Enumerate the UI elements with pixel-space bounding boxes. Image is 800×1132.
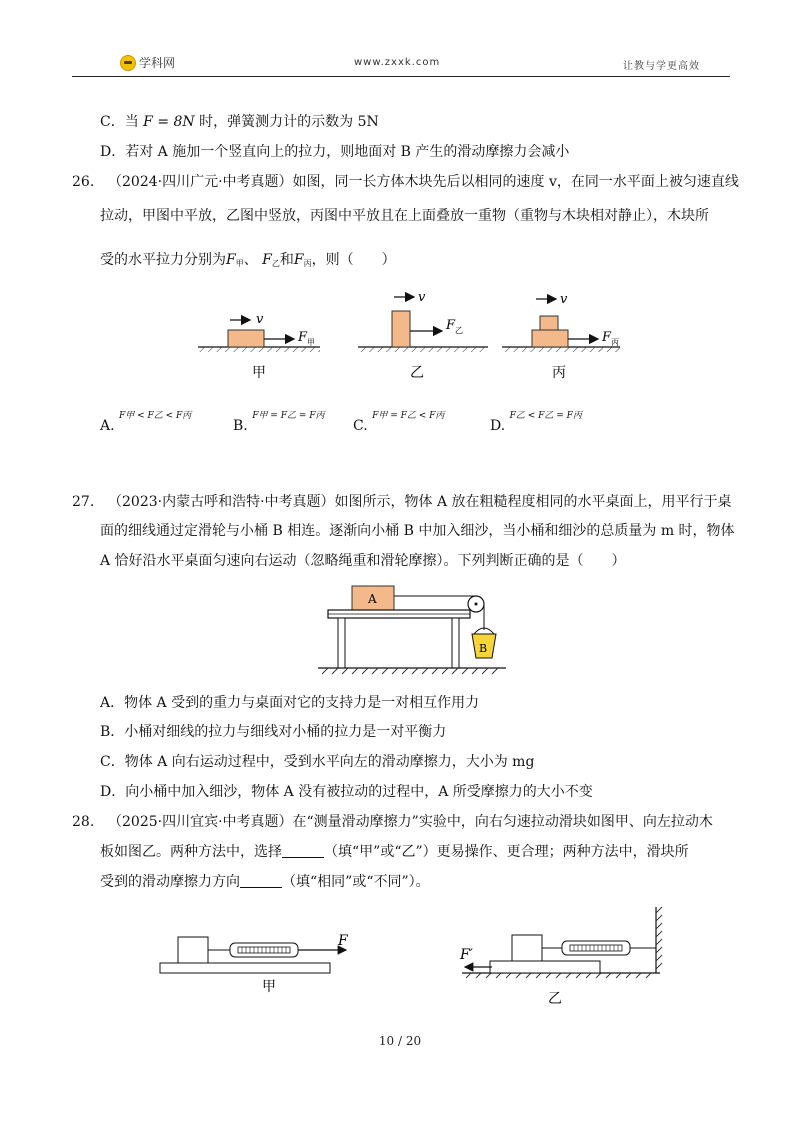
site-url: www.zxxk.com bbox=[354, 57, 441, 68]
force-f-label: F bbox=[338, 933, 348, 949]
bucket-b-label: B bbox=[479, 642, 488, 655]
q28-line1: 28. （2025·四川宜宾·中考真题）在“测量滑动摩擦力”实验中，向右匀速拉动滑块如图甲、向左拉动木 bbox=[72, 814, 713, 830]
q28-figure bbox=[150, 905, 690, 1005]
header-slogan: 让教与学更高效 bbox=[623, 61, 700, 72]
block-a-label: A bbox=[368, 592, 377, 606]
force-f-prime-label: F′ bbox=[460, 947, 473, 963]
page-number: 10 / 20 bbox=[378, 1034, 422, 1048]
svg-text:v: v bbox=[560, 292, 568, 307]
q25-option-c: C．当 F = 8N 时，弹簧测力计的示数为 5N bbox=[100, 114, 379, 130]
page-header bbox=[72, 52, 730, 77]
q26-line1: 26. （2024·四川广元·中考真题）如图，同一长方体木块先后以相同的速度 v，在同一水平面上被匀速直线 bbox=[72, 174, 739, 190]
q27-line3: A 恰好沿水平桌面匀速向右运动（忽略绳重和滑轮摩擦）。下列判断正确的是（ ） bbox=[100, 553, 626, 569]
figure-yi bbox=[358, 290, 488, 381]
q27-figure bbox=[310, 582, 510, 682]
answer-blank-2[interactable] bbox=[240, 873, 282, 888]
f-jia-symbol: F bbox=[226, 252, 236, 268]
q28-label-yi: 乙 bbox=[548, 991, 562, 1005]
svg-text:v: v bbox=[418, 290, 426, 305]
q27-option-d: D．向小桶中加入细沙，物体 A 没有被拉动的过程中，A 所受摩擦力的大小不变 bbox=[100, 784, 593, 800]
f-bing-symbol: F bbox=[293, 252, 304, 268]
q27-option-b: B．小桶对细线的拉力与细线对小桶的拉力是一对平衡力 bbox=[100, 724, 447, 740]
q27-line2: 面的细线通过定滑轮与小桶 B 相连。逐渐向小桶 B 中加入细沙，当小桶和细沙的总质量为 m 时，物体 bbox=[100, 523, 735, 539]
site-logo bbox=[120, 54, 175, 71]
f-yi-symbol: F bbox=[262, 252, 272, 268]
q26-option-a: A. $^{F甲 < F乙 < F丙}$ bbox=[100, 411, 192, 434]
svg-text:F: F bbox=[298, 330, 308, 345]
q26-option-c: C. $^{F甲 = F乙 < F丙}$ bbox=[353, 411, 445, 434]
svg-text:F: F bbox=[602, 330, 612, 345]
figure-jia bbox=[198, 312, 320, 381]
q27-line1: 27. （2023·内蒙古呼和浩特·中考真题）如图所示，物体 A 放在粗糙程度相同的水平桌面上，用平行于桌 bbox=[72, 494, 732, 510]
q26-number: 26. bbox=[72, 174, 95, 190]
q27-number: 27. bbox=[72, 494, 95, 510]
logo-text: 学科网 bbox=[139, 56, 176, 70]
q28-line3: 受到的滑动摩擦力方向 （填“相同”或“不同”）。 bbox=[100, 874, 430, 890]
velocity-label: v bbox=[256, 312, 264, 327]
q26-line3: 受的水平拉力分别为$F_甲$、 $F_乙$和$F_丙$，则（ ） bbox=[100, 252, 396, 268]
answer-blank-1[interactable] bbox=[282, 843, 324, 858]
q25-option-d: D．若对 A 施加一个竖直向上的拉力，则地面对 B 产生的滑动摩擦力会减小 bbox=[100, 144, 570, 160]
svg-text:乙: 乙 bbox=[455, 326, 463, 335]
q27-option-c: C．物体 A 向右运动过程中，受到水平向左的滑动摩擦力，大小为 mg bbox=[100, 754, 535, 770]
svg-text:甲: 甲 bbox=[307, 338, 315, 347]
figure-bing bbox=[502, 292, 620, 381]
q26-figure bbox=[190, 285, 630, 385]
logo-icon bbox=[120, 55, 136, 71]
svg-text:F: F bbox=[446, 318, 456, 333]
q28-line2: 板如图乙。两种方法中，选择 （填“甲”或“乙”）更易操作、更合理；两种方法中，滑块所 bbox=[100, 844, 689, 860]
q27-option-a: A．物体 A 受到的重力与桌面对它的支持力是一对相互作用力 bbox=[100, 695, 480, 711]
svg-text:丙: 丙 bbox=[611, 338, 619, 347]
q26-option-d: D. $^{F乙 < F乙 = F丙}$ bbox=[490, 411, 582, 434]
figure-q28-jia bbox=[160, 933, 349, 995]
q25-formula: F = 8N bbox=[143, 114, 195, 130]
q26-option-b: B. $^{F甲 = F乙 = F丙}$ bbox=[233, 411, 325, 434]
q28-label-jia: 甲 bbox=[262, 979, 276, 995]
q26-line2: 拉动，甲图中平放，乙图中竖放，丙图中平放且在上面叠放一重物（重物与木块相对静止），木块所 bbox=[100, 208, 709, 224]
label-jia: 甲 bbox=[252, 365, 266, 381]
q28-number: 28. bbox=[72, 814, 95, 830]
figure-q28-yi bbox=[459, 907, 662, 1005]
label-bing: 丙 bbox=[552, 365, 566, 381]
label-yi: 乙 bbox=[410, 365, 424, 381]
